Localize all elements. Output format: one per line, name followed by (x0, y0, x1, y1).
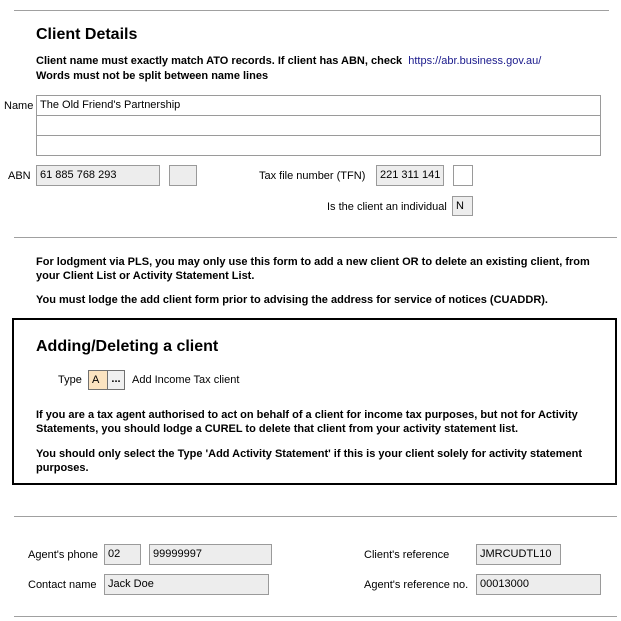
type-label: Type (58, 374, 82, 386)
client-details-title: Client Details (36, 26, 138, 43)
abr-link[interactable]: https://abr.business.gov.au/ (408, 55, 542, 67)
client-reference-label: Client's reference (364, 549, 450, 561)
type-description: Add Income Tax client (132, 374, 240, 386)
lodgment-note-1: For lodgment via PLS, you may only use this form to add a new client OR to delete an existing client, from your Client List or Activity Statement List. (36, 256, 590, 282)
tfn-label: Tax file number (TFN) (259, 170, 366, 182)
adding-deleting-title: Adding/Deleting a client (36, 338, 219, 355)
name-line-3-input[interactable] (36, 135, 601, 156)
type-input[interactable]: A (88, 370, 108, 390)
adding-note-1: If you are a tax agent authorised to act on behalf of a client for income tax purposes, but not for Activity Statements, you should lodge a CUREL to delete that client from your activity statement list. (36, 409, 578, 435)
agent-phone-area-input[interactable]: 02 (104, 544, 141, 565)
tfn-extra-input[interactable] (453, 165, 473, 186)
abn-input[interactable]: 61 885 768 293 (36, 165, 160, 186)
abn-branch-input[interactable] (169, 165, 197, 186)
contact-name-label: Contact name (28, 579, 97, 591)
tfn-input[interactable]: 221 311 141 (376, 165, 444, 186)
agent-phone-label: Agent's phone (28, 549, 98, 561)
top-divider (14, 10, 609, 11)
client-reference-input[interactable]: JMRCUDTL10 (476, 544, 561, 565)
bottom-divider (14, 616, 617, 617)
individual-input[interactable]: N (452, 196, 473, 216)
client-name-instruction-text: Client name must exactly match ATO records. If client has ABN, check (36, 55, 403, 67)
section-divider-1 (14, 237, 617, 238)
name-label: Name (4, 100, 34, 112)
agent-phone-number-input[interactable]: 99999997 (149, 544, 272, 565)
contact-name-input[interactable]: Jack Doe (104, 574, 269, 595)
name-split-instruction: Words must not be split between name lines (36, 70, 269, 82)
lodgment-note-2: You must lodge the add client form prior to advising the address for service of notices (CUADDR). (36, 294, 548, 306)
section-divider-2 (14, 516, 617, 517)
adding-note-2: You should only select the Type 'Add Activity Statement' if this is your client solely for activity statement purposes. (36, 448, 582, 474)
name-line-1-input[interactable]: The Old Friend's Partnership (36, 95, 601, 116)
agent-reference-input[interactable]: 00013000 (476, 574, 601, 595)
client-name-instruction (36, 54, 541, 68)
abn-label: ABN (8, 170, 31, 182)
name-line-2-input[interactable] (36, 115, 601, 136)
individual-label: Is the client an individual (327, 201, 447, 213)
agent-reference-label: Agent's reference no. (364, 579, 469, 591)
type-lookup-button[interactable]: ... (107, 370, 125, 390)
